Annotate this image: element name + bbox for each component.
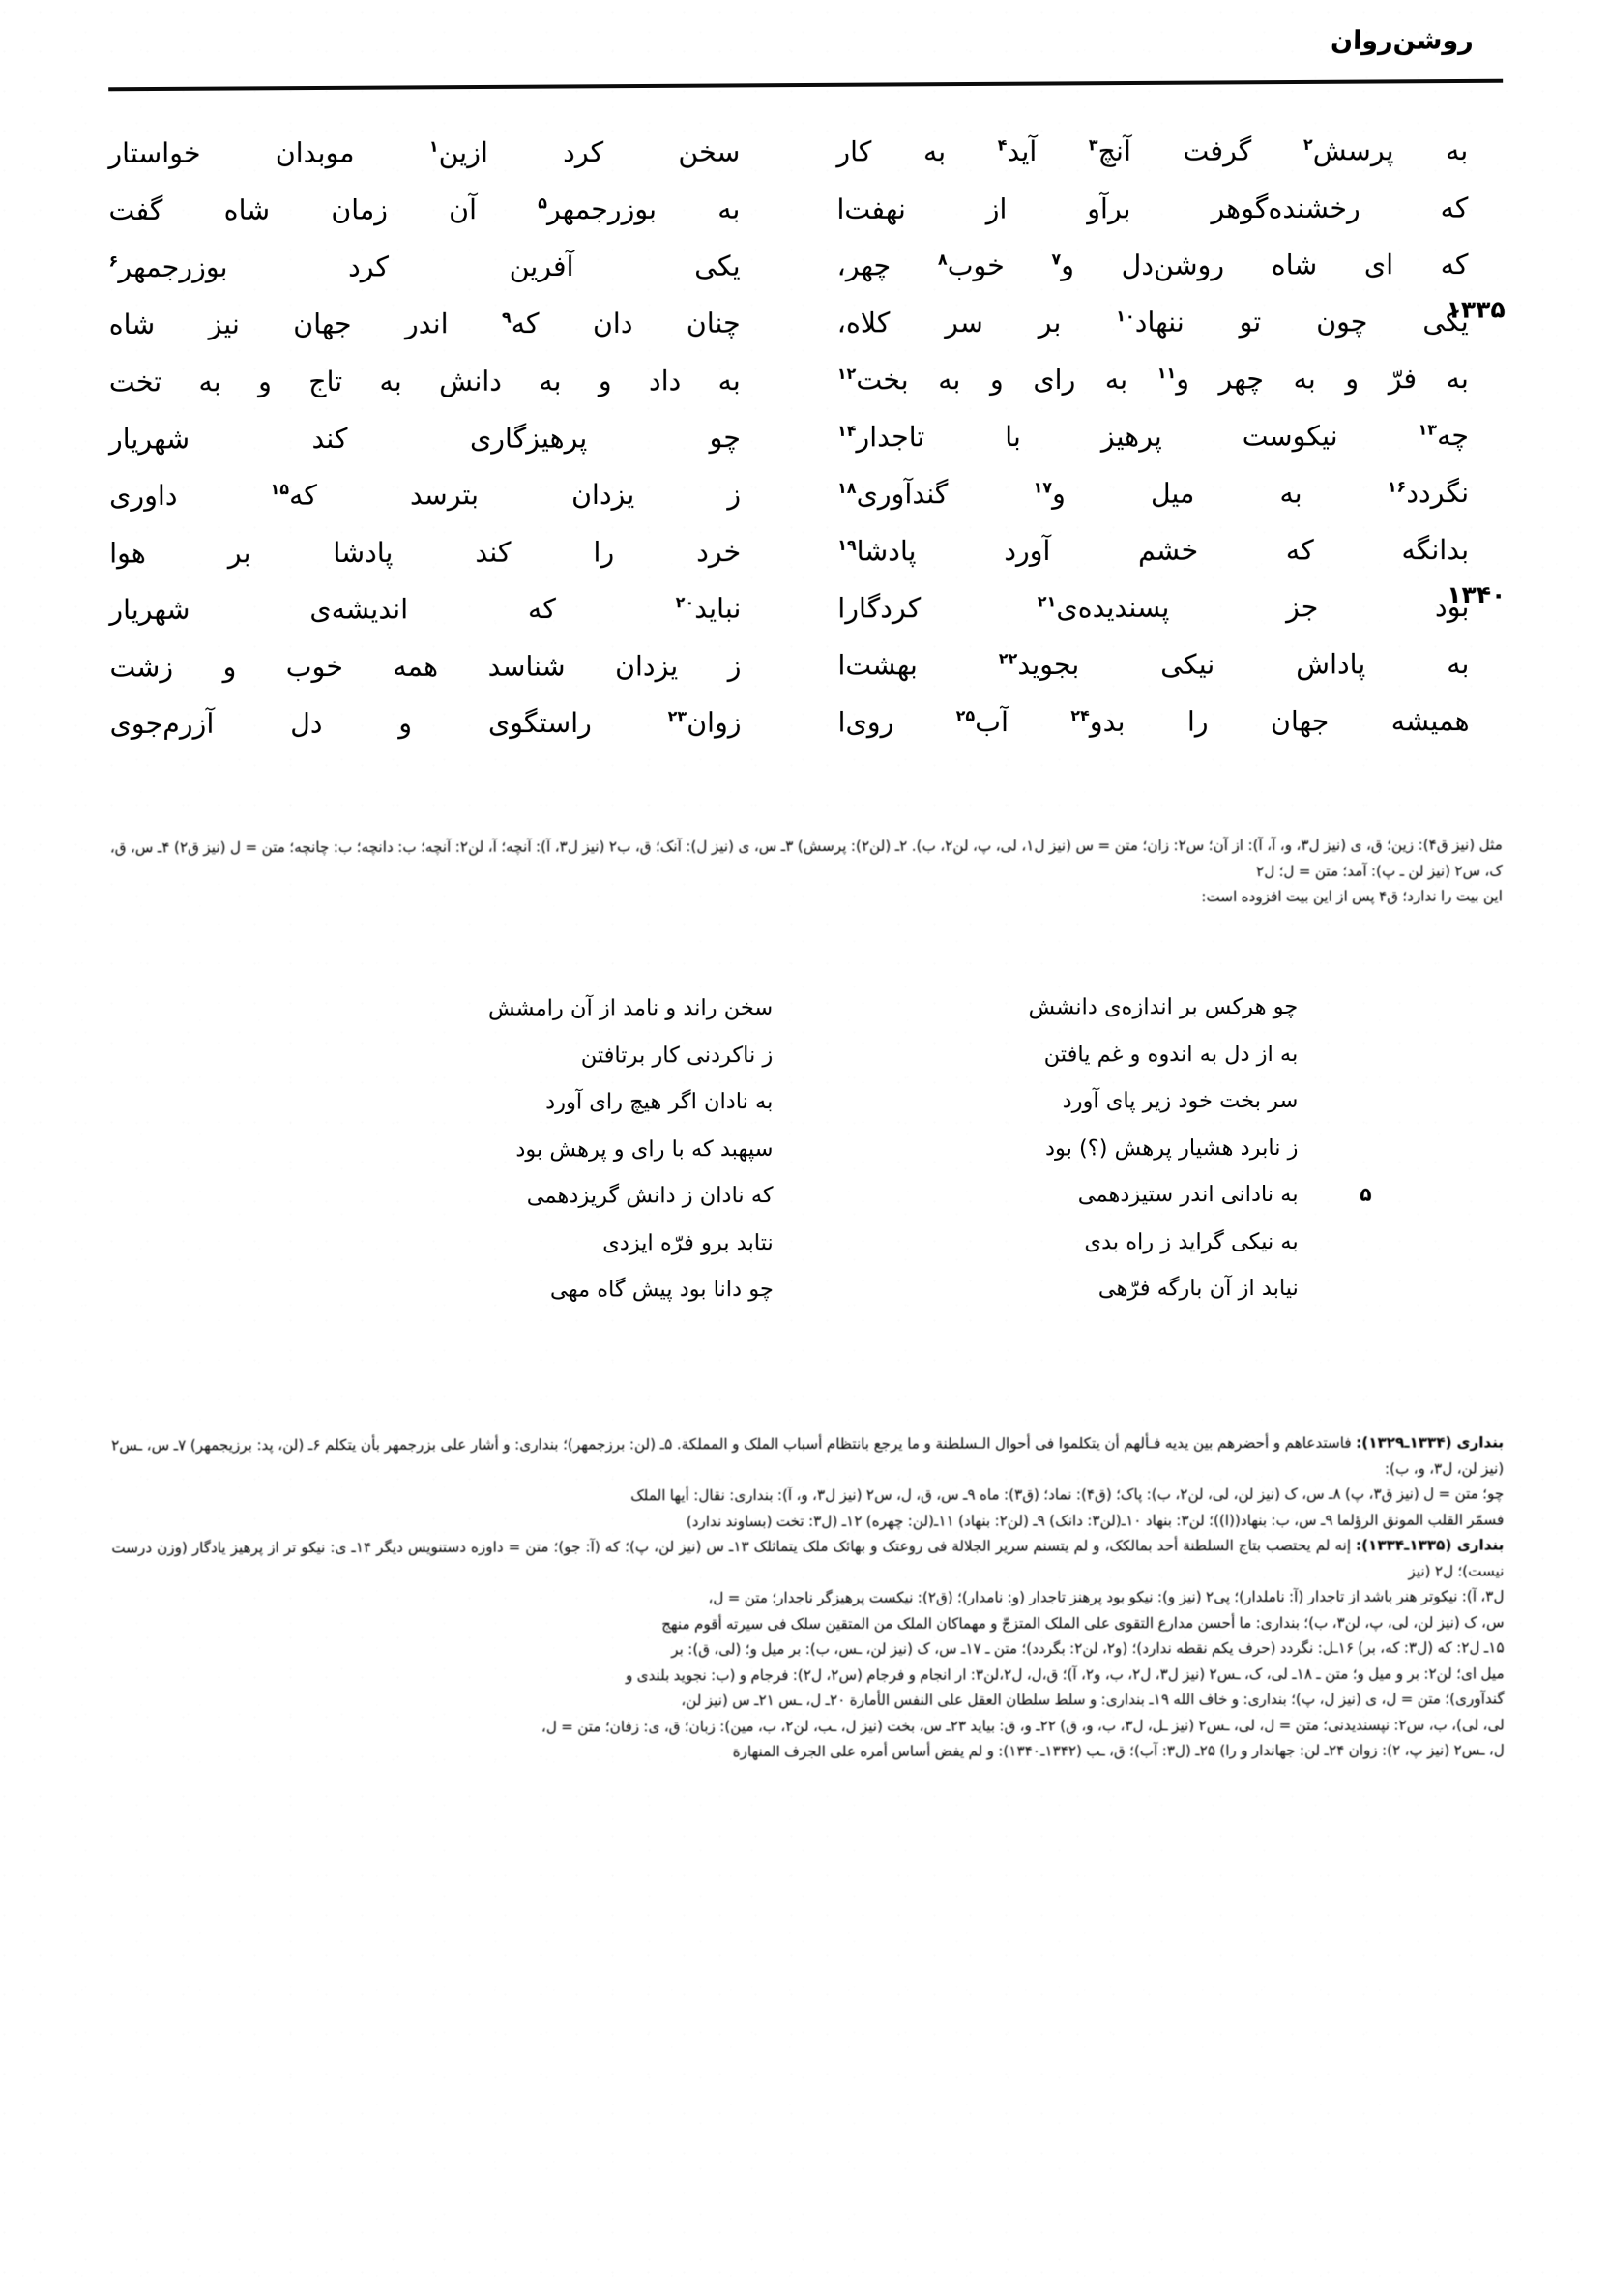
inset-hemistich-left: به از دل به اندوه و غم یافتن: [1043, 1041, 1299, 1067]
verse-line: [108, 173, 1501, 233]
apparatus-line: بنداری (۱۳۳۵ـ۱۳۳۴): إنه لم یحتصب بتاج السلطنة أحد بمالکک، و لم یتسنم سریر الجلالة فی روعتک و بهائک ملک یتماثلک ۱۳ـ س (نیز لن، پ)؛ که (آ: جو)؛ متن = داوزه دستنویس دیگر ۱۴ـ ی: نیکو تر از پرهیز یادگار (وزن درست نیست)؛ ل۲ (نیز: [111, 1536, 1505, 1580]
hemistich-right: سخن کرد ازین$^۱$ موبدان خواستار: [108, 135, 741, 170]
inset-hemistich-right: نتابد برو فرّه‌ ایزدی: [602, 1229, 774, 1255]
inset-hemistich-right: سپهبد که با رای و پرهش بود: [515, 1135, 774, 1163]
inset-side-number: ۵: [1360, 1182, 1372, 1206]
apparatus-bottom: [111, 1429, 1505, 1766]
hemistich-left: بود جز پسندیده‌ی$^{۲۱}$ کردگارا: [837, 591, 1470, 625]
verse-line: [109, 230, 1502, 290]
verse-block: [108, 116, 1507, 747]
hemistich-right: یکی آفرین کرد بوزرجمهر$^۶$: [108, 250, 741, 283]
verse-line: [109, 515, 1502, 575]
verse-number: ۱۳۴۰: [1447, 580, 1507, 609]
hemistich-left: که ای شاه روشن‌دل و$^۷$ خوب$^۸$ چهر،: [836, 249, 1469, 282]
inset-verse-line: [292, 984, 1321, 1033]
verse-line: [108, 287, 1506, 347]
inset-hemistich-right: که نادان ز دانش گریزدهمی: [526, 1183, 774, 1209]
inset-hemistich-left: نیابد از آن بارگه فرّهی: [1097, 1275, 1299, 1302]
inset-poem: [292, 984, 1372, 1314]
verse-number: ۱۳۳۵: [1446, 295, 1506, 324]
header-rule: [108, 79, 1503, 92]
running-head: روشن‌روان: [1330, 25, 1475, 56]
verse-line: [109, 573, 1507, 633]
inset-verse-line: [292, 1030, 1321, 1079]
hemistich-right: چو پرهیزگاری کند شهریار: [108, 421, 741, 456]
inset-hemistich-left: چو هرکس بر اندازه‌ی دانشش: [1028, 993, 1299, 1020]
apparatus-line: چو؛ متن = ل (نیز ق۳، پ) ۸ـ س، ک (نیز لن، لی، لن۲، ب): پاک؛ (ق۴): نماد؛ (ق۳): ماه ۹ـ س، ق، ل، س۲ (نیز ل۳، و، آ): بندارى: نقال: أیها الملک: [630, 1485, 1505, 1505]
apparatus-line: مثل (نیز ق۴): زین؛ ق، ی (نیز ل۳، و، آ، آ): از آن؛ س۲: زان؛ متن = س (نیز ل۱، لی، پ، لن۲، ب). ۲ـ (لن۲): پرسش) ۳ـ س، ی (نیز ل): آنک؛ ق، ب۲ (نیز ل۳، آ): آنچه؛ آ، لن۲: آنچه؛ ب: دانچه؛ ب: چانچه؛ متن = ل (نیز ق۲) ۴ـ س، ق، ک، س۲ (نیز لن ـ پ): آمد؛ متن = ل؛ ل۲: [109, 836, 1503, 880]
hemistich-right: چنان دان که$^۹$ اندر جهان نیز شاه: [108, 307, 741, 341]
inset-hemistich-right: چو دانا بود پیش گاه مهی: [549, 1277, 774, 1303]
inset-hemistich-left: به نادانی اندر ستیزدهمی: [1077, 1181, 1299, 1208]
apparatus-line: بنداری (۱۳۳۴ـ۱۳۲۹): فاستدعاهم و أحضرهم بین یدیه فـألهم أن یتکلموا فی أحوال الـسلطنة و ما یرجع بانتظام أسباب الملک و المملکة. ۵ـ (لن: برزجمهر)؛ بنداری: و أشار علی بزرجمهر بأن یتکلم ۶ـ (لن، پد: برزیجمهر) ۷ـ س، ـس۲ (نیز لن، ل۳، و، ب):: [111, 1433, 1505, 1478]
inset-verse-line: [293, 1218, 1322, 1267]
verse-line: [109, 630, 1502, 690]
verse-line: [109, 344, 1502, 404]
hemistich-left: بدانگه که خشم آورد پادشا$^{۱۹}$: [837, 534, 1470, 568]
apparatus-line: ل، ـس۲ (نیز پ، ۲): زوان ۲۴ـ لن: جهاندار و را) ۲۵ـ (ل۳: آب)؛ ق، ـب (۱۳۴۲ـ۱۳۴۰): و لم یفض أساس أمره علی الجرف المنهارة: [732, 1741, 1505, 1761]
apparatus-line: س، ک (نیز لن، لی، پ، لن۳، ب)؛ بنداری: ما أحسن مدارع التقوی علی الملک المتزجّ و مهماکان الملک من المتقین سلک فی سیرته أقوم منهج: [661, 1612, 1505, 1633]
hemistich-left: چه$^{۱۳}$ نیکوست پرهیز با تاجدار$^{۱۴}$: [836, 420, 1469, 454]
inset-hemistich-right: به نادان اگر هیچ رای آورد: [545, 1089, 774, 1115]
inset-verse-line: [292, 1124, 1321, 1173]
apparatus-line: این بیت را ندارد؛ ق۴ پس از این بیت افزوده است:: [1201, 887, 1503, 906]
inset-hemistich-left: ز نابرد هشیار پرهش (؟) بود: [1044, 1134, 1299, 1161]
inset-hemistich-left: سر بخت خود زیر پای آورد: [1062, 1087, 1299, 1114]
hemistich-right: ز یزدان شناسد همه خوب و زشت: [109, 649, 742, 684]
verse-line: [109, 401, 1502, 461]
apparatus-line: ۱۵ـ ل۲: که (ل۳: که، بر) ۱۶ـل: نگردد (حرف یکم نقطه ندارد)؛ (و۲، لن۲: بگردد)؛ متن ـ ۱۷ـ س، ک (نیز لن، ـس، ب): بر میل و؛ (لی، ق): بر: [671, 1638, 1505, 1659]
verse-line: [109, 687, 1502, 747]
apparatus-line: ل۳، آ): نیکو‌تر هنر باشد از تاجدار (آ: ناملدار)؛ پی۲ (نیز و): نیکو بود پرهنز تاجدار (و: نامدار)؛ (ق۲): نیکست پرهیزگر ناجدار؛ متن = ل،: [708, 1587, 1505, 1607]
inset-hemistich-right: ز ناکردنی کار برتافتن: [580, 1042, 774, 1068]
hemistich-left: به پاداش نیکی بجوید$^{۲۲}$ بهشت‌ا: [837, 648, 1470, 682]
hemistich-right: به داد و به دانش به تاج و به تخت: [108, 364, 741, 398]
apparatus-line: گندآوری)؛ متن = ل، ی (نیز ل، پ)؛ بنداری: و خاف الله ۱۹ـ بنداری: و سلط سلطان العقل علی النفس الأمارة ۲۰ـ ل، ـس ۲۱ـ س (نیز لن،: [681, 1690, 1505, 1710]
inset-verse-line: [292, 1077, 1321, 1127]
hemistich-right: خرد را کند پادشا بر هوا: [109, 535, 742, 570]
verse-line: [108, 116, 1501, 176]
hemistich-left: که رخشنده‌گوهر برآو از نهفت‌ا: [836, 191, 1469, 225]
apparatus-line: میل ای؛ لن۲: بر و میل و؛ متن ـ ۱۸ـ لی، ک، ـس۲ (نیز ل۳، ل۲، ب، و۲، آ)؛ ق،ل، ل۲،لن۳: ار انجام و فرجام (س۲، ل۲): فرجام و (ب: نجوید بلندی و: [625, 1663, 1505, 1684]
inset-hemistich-right: سخن راند و نامد از آن رامشش: [487, 995, 774, 1021]
verse-line: [109, 458, 1502, 518]
hemistich-left: نگردد$^{۱۶}$ به میل و$^{۱۷}$ گندآوری$^{۱۸}$: [837, 477, 1470, 511]
apparatus-line: فسمّر القلب المونق الرؤلما ۹ـ س، ب: بنهاد((ا))؛ لن۳: بنهاد ۱۰ـ(لن۳: دانک) ۹ـ (لن۲: بنهاد) ۱۱ـ(لن: چهره) ۱۲ـ (ل۳: تخت (بساوند ندارد): [686, 1510, 1505, 1530]
apparatus-top: [110, 832, 1503, 912]
hemistich-left: همیشه جهان را بدو$^{۲۴}$ آب$^{۲۵}$ روی‌ا: [837, 705, 1470, 739]
hemistich-right: به بوزرجمهر$^۵$ آن زمان شاه گفت: [108, 192, 741, 227]
hemistich-left: به پرسش$^۲$ گرفت آنچ$^۳$ آید$^۴$ به کار: [836, 134, 1469, 168]
hemistich-right: ز یزدان بترسد که$^{۱۵}$ داوری: [109, 478, 742, 513]
hemistich-left: یکی چون تو ننهاد$^{۱۰}$ بر سر کلاه،: [836, 306, 1469, 339]
inset-hemistich-left: به نیکی گراید ز راه بدی: [1084, 1228, 1299, 1254]
inset-verse-line: [293, 1265, 1322, 1314]
apparatus-line: لی، لی)، ب، س۲: نپسندیدنی؛ متن = ل، لی، ـس۲ (نیز ـل، ل۳، ب، و، ق) ۲۲ـ و، ق: بیاید ۲۳ـ س، بخت (نیز ل، ـب، لن۲، ب، مین): زبان؛ ق، ی: زفان؛ متن = ل،: [541, 1715, 1505, 1736]
hemistich-left: به فرّ و به چهر و$^{۱۱}$ به رای و به بخت$^{۱۲}$: [836, 363, 1469, 397]
hemistich-right: زوان$^{۲۳}$ راستگوی و دل آزرم‌جوی: [109, 706, 742, 741]
inset-verse-line: [293, 1171, 1372, 1221]
hemistich-right: نباید$^{۲۰}$ که اندیشه‌ی شهریار: [109, 592, 742, 627]
